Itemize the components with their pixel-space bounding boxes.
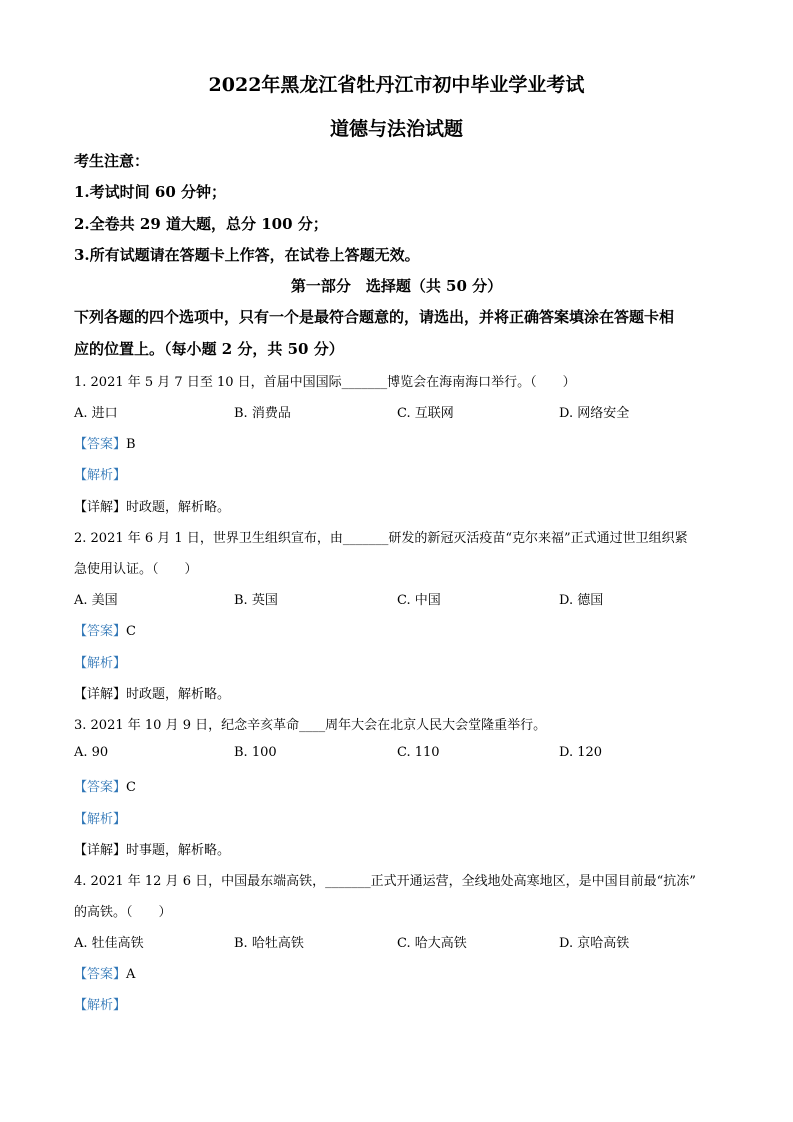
analysis-label: 【解析】 (74, 998, 127, 1013)
answer-value: B (126, 437, 136, 452)
exam-title: 2022年黑龙江省牡丹江市初中毕业学业考试 (208, 74, 585, 96)
question-stem: 急使用认证。（ ） (74, 562, 198, 577)
option-d: D. 网络安全 (559, 406, 630, 421)
option-a: A. 美国 (74, 593, 118, 608)
option-d: D. 京哈高铁 (559, 936, 630, 951)
detail-text: 【详解】时事题，解析略。 (74, 843, 231, 858)
exam-subtitle: 道德与法治试题 (329, 118, 463, 140)
option-c: C. 互联网 (397, 406, 454, 421)
question-stem: 3. 2021 年 10 月 9 日，纪念辛亥革命____周年大会在北京人民大会堂隆重举行。 (74, 718, 547, 733)
answer-label: 【答案】 (74, 624, 127, 639)
notice-item: 1.考试时间 60 分钟； (74, 183, 226, 201)
question-stem: 1. 2021 年 5 月 7 日至 10 日，首届中国国际_______博览会在海南海口举行。（ ） (74, 375, 576, 390)
analysis-label: 【解析】 (74, 468, 127, 483)
analysis-label: 【解析】 (74, 812, 127, 827)
answer-label: 【答案】 (74, 967, 127, 982)
answer-line (74, 963, 135, 982)
answer-value: A (126, 967, 136, 982)
option-c: C. 110 (397, 745, 440, 760)
answer-line (74, 433, 136, 452)
option-b: B. 英国 (234, 593, 278, 608)
answer-line (74, 620, 136, 639)
option-c: C. 中国 (397, 593, 441, 608)
answer-value: C (126, 624, 136, 639)
answer-line (74, 776, 136, 795)
question-stem: 4. 2021 年 12 月 6 日，中国最东端高铁，_______正式开通运营，全线地处高寒地区，是中国目前最“抗冻” (74, 874, 696, 889)
notice-item: 2.全卷共 29 道大题，总分 100 分； (74, 215, 328, 233)
analysis-label: 【解析】 (74, 656, 127, 671)
option-b: B. 哈牡高铁 (234, 936, 304, 951)
answer-label: 【答案】 (74, 437, 127, 452)
section-instruction: 下列各题的四个选项中，只有一个是最符合题意的，请选出，并将正确答案填涂在答题卡相 (74, 308, 675, 326)
question-stem: 的高铁。（ ） (74, 905, 172, 920)
section-instruction: 应的位置上。（每小题 2 分，共 50 分） (74, 340, 344, 358)
option-b: B. 消费品 (234, 406, 291, 421)
option-a: A. 牡佳高铁 (74, 936, 144, 951)
detail-text: 【详解】时政题，解析略。 (74, 687, 231, 702)
question-stem: 2. 2021 年 6 月 1 日，世界卫生组织宣布，由_______研发的新冠灭活疫苗“克尔来福”正式通过世卫组织紧 (74, 531, 688, 546)
option-b: B. 100 (234, 745, 277, 760)
answer-value: C (126, 780, 136, 795)
section-title: 第一部分 选择题（共 50 分） (290, 277, 503, 295)
option-c: C. 哈大高铁 (397, 936, 467, 951)
answer-label: 【答案】 (74, 780, 127, 795)
option-a: A. 90 (74, 745, 109, 760)
detail-text: 【详解】时政题，解析略。 (74, 500, 231, 515)
notice-item: 3.所有试题请在答题卡上作答，在试卷上答题无效。 (74, 246, 420, 264)
option-d: D. 德国 (559, 593, 604, 608)
notice-heading: 考生注意： (74, 152, 150, 170)
option-d: D. 120 (559, 745, 603, 760)
option-a: A. 进口 (74, 406, 118, 421)
